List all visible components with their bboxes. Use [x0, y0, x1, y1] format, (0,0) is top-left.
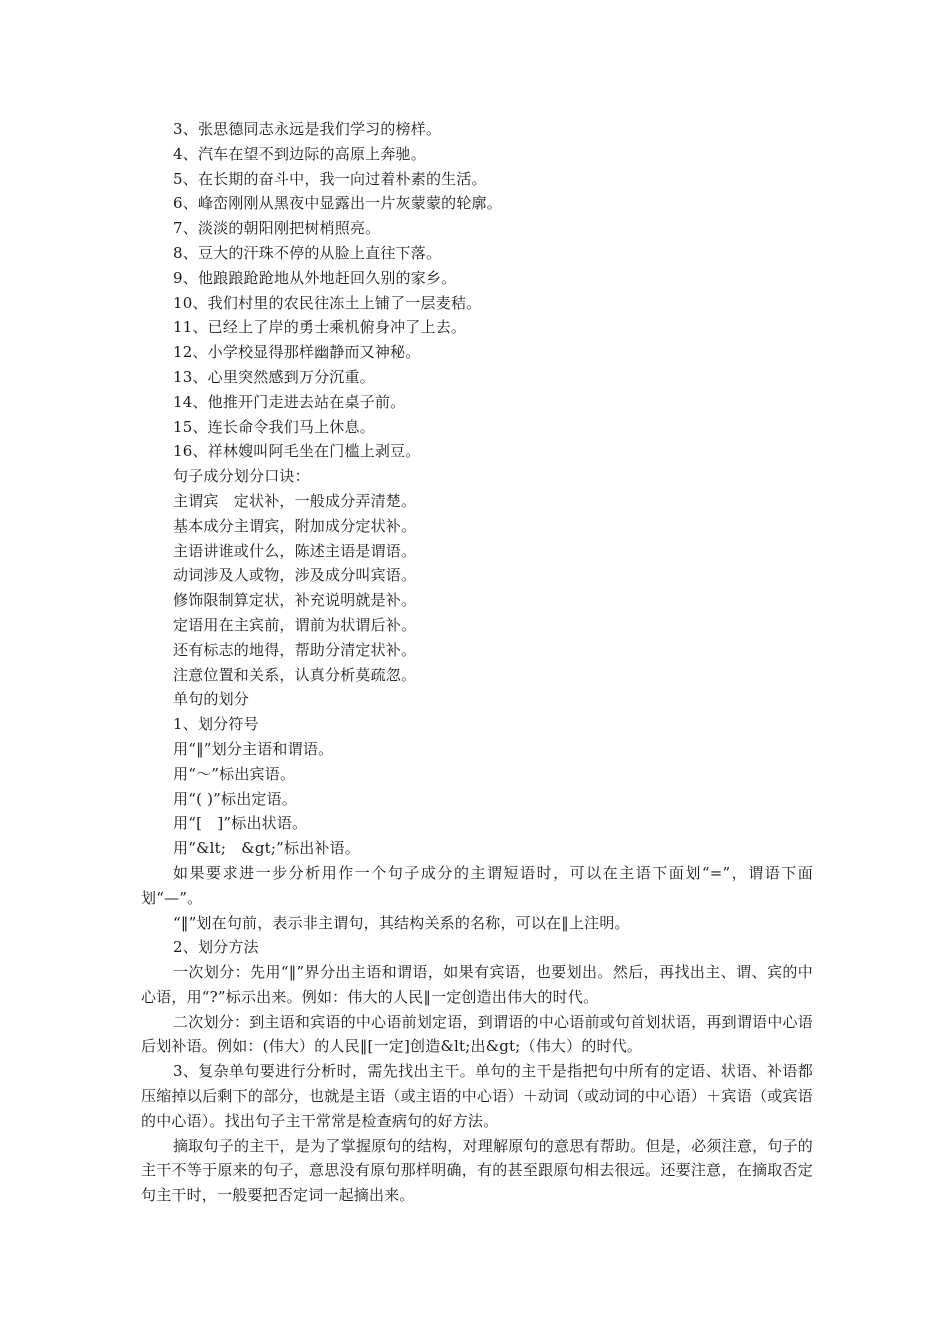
symbol-rule: 用“&lt; &gt;”标出补语。: [173, 839, 361, 858]
rhyme-line: 基本成分主谓宾，附加成分定状补。: [173, 516, 417, 535]
sentence-15: 15、连长命令我们马上休息。: [173, 417, 375, 436]
sentence-16: 16、祥林嫂叫阿毛坐在门槛上剥豆。: [173, 442, 421, 461]
sentence-6: 6、峰峦刚刚从黑夜中显露出一片灰蒙蒙的轮廓。: [173, 194, 502, 213]
rhyme-line: 定语用在主宾前，谓前为状谓后补。: [173, 615, 417, 634]
rhyme-title: 句子成分划分口诀：: [173, 467, 310, 486]
symbol-rule: 用“～”标出宾语。: [173, 764, 296, 783]
sentence-14: 14、他推开门走进去站在桌子前。: [173, 392, 406, 411]
sentence-12: 12、小学校显得那样幽静而又神秘。: [173, 343, 421, 362]
paragraph: 如果要求进一步分析用作一个句子成分的主谓短语时，可以在主语下面划“=”，谓语下面划“—”。: [141, 863, 813, 907]
sentence-3: 3、张思德同志永远是我们学习的榜样。: [173, 120, 442, 138]
rhyme-line: 主语讲谁或什么，陈述主语是谓语。: [173, 541, 417, 560]
sentence-13: 13、心里突然感到万分沉重。: [173, 367, 375, 386]
paragraph: “‖”划在句前，表示非主谓句，其结构关系的名称，可以在‖上注明。: [173, 913, 630, 932]
sentence-5: 5、在长期的奋斗中，我一向过着朴素的生活。: [173, 169, 487, 188]
sentence-10: 10、我们村里的农民往冻土上铺了一层麦秸。: [173, 293, 482, 312]
rhyme-line: 还有标志的地得，帮助分清定状补。: [173, 640, 417, 659]
sentence-7: 7、淡淡的朝阳刚把树梢照亮。: [173, 219, 381, 238]
sentence-9: 9、他踉踉跄跄地从外地赶回久别的家乡。: [173, 268, 457, 287]
section-title: 单句的划分: [173, 690, 250, 709]
sentence-4: 4、汽车在望不到边际的高原上奔驰。: [173, 144, 426, 163]
document-page: [141, 117, 813, 1208]
subsection-title: 1、划分符号: [173, 715, 259, 734]
rhyme-line: 注意位置和关系，认真分析莫疏忽。: [173, 665, 417, 684]
paragraph: 摘取句子的主干，是为了掌握原句的结构，对理解原句的意思有帮助。但是，必须注意，句子的主干不等于原来的句子，意思没有原句那样明确，有的甚至跟原句相去很远。还要注意，在摘取否定句主干时，一般要把否定词一起摘出来。: [141, 1136, 813, 1205]
sentence-8: 8、豆大的汗珠不停的从脸上直往下落。: [173, 243, 442, 262]
symbol-rule: 用“[ ]”标出状语。: [173, 814, 308, 833]
symbol-rule: 用“( )”标出定语。: [173, 789, 298, 808]
rhyme-line: 修饰限制算定状，补充说明就是补。: [173, 591, 417, 610]
subsection-title: 2、划分方法: [173, 938, 259, 957]
sentence-11: 11、已经上了岸的勇士乘机俯身冲了上去。: [173, 318, 467, 337]
paragraph: 3、复杂单句要进行分析时，需先找出主干。单句的主干是指把句中所有的定语、状语、补语都压缩掉以后剩下的部分，也就是主语（或主语的中心语）＋动词（或动词的中心语）＋宾语（或宾语的中心语）。找出句子主干常常是检查病句的好方法。: [141, 1062, 813, 1130]
paragraph: 二次划分：到主语和宾语的中心语前划定语，到谓语的中心语前或句首划状语，再到谓语中心语后划补语。例如：(伟大）的人民‖[一定]创造&lt;出&gt;（伟大）的时代。: [141, 1012, 813, 1056]
symbol-rule: 用“‖”划分主语和谓语。: [173, 739, 334, 758]
rhyme-line: 主谓宾 定状补，一般成分弄清楚。: [173, 491, 417, 510]
paragraph: 一次划分：先用“‖”界分出主语和谓语，如果有宾语，也要划出。然后，再找出主、谓、宾的中心语，用“?”标示出来。例如：伟大的人民‖一定创造出伟大的时代。: [141, 963, 813, 1006]
rhyme-line: 动词涉及人或物，涉及成分叫宾语。: [173, 566, 417, 585]
